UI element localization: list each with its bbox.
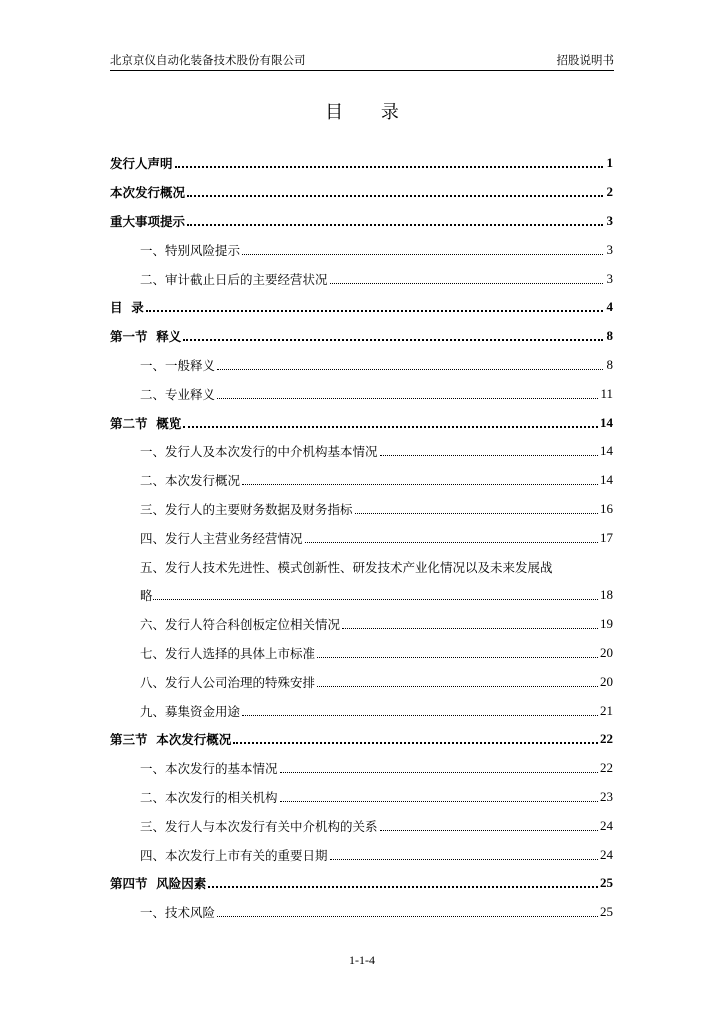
- toc-entry-label: 发行人声明: [110, 156, 173, 172]
- table-of-contents: [110, 149, 613, 927]
- toc-entry-page: 21: [600, 702, 613, 718]
- toc-dot-leader: [233, 731, 598, 747]
- toc-entry-label: 一、技术风险: [140, 905, 216, 921]
- toc-entry[interactable]: [110, 552, 613, 581]
- toc-entry-label: 二、审计截止日后的主要经营状况: [140, 271, 328, 287]
- toc-entry-page: 16: [600, 500, 613, 516]
- toc-dot-leader: [208, 875, 598, 891]
- toc-entry-label: 二、专业释义: [140, 386, 216, 402]
- toc-dot-leader: [187, 213, 603, 229]
- toc-entry-label: 第一节 释义: [110, 329, 182, 345]
- toc-entry-page: 20: [600, 673, 613, 689]
- toc-entry-page: 20: [600, 644, 613, 660]
- document-type: 招股说明书: [556, 53, 614, 67]
- toc-dot-leader: [146, 299, 603, 315]
- toc-dot-leader: [555, 559, 603, 575]
- page-title: 目 录: [325, 102, 415, 123]
- toc-entry-label: 一、发行人及本次发行的中介机构基本情况: [140, 444, 378, 460]
- toc-entry[interactable]: [110, 178, 613, 207]
- toc-entry[interactable]: [110, 754, 613, 783]
- toc-entry[interactable]: [110, 351, 613, 380]
- toc-dot-leader: [380, 818, 598, 834]
- toc-dot-leader: [153, 587, 598, 603]
- toc-entry[interactable]: [110, 639, 613, 668]
- toc-dot-leader: [187, 184, 603, 200]
- toc-entry[interactable]: [110, 408, 613, 437]
- toc-entry-label: 略: [140, 588, 153, 604]
- toc-entry[interactable]: [110, 696, 613, 725]
- toc-entry[interactable]: [110, 322, 613, 351]
- toc-dot-leader: [217, 357, 603, 373]
- toc-entry[interactable]: [110, 840, 613, 869]
- toc-entry-label: 第二节 概览: [110, 415, 182, 431]
- toc-entry[interactable]: [110, 898, 613, 927]
- toc-entry-label: 八、发行人公司治理的特殊安排: [140, 674, 316, 690]
- toc-entry-label: 第三节 本次发行概况: [110, 732, 232, 748]
- toc-entry-label: 三、发行人的主要财务数据及财务指标: [140, 501, 353, 517]
- toc-entry[interactable]: [110, 235, 613, 264]
- toc-entry-label: 五、发行人技术先进性、模式创新性、研发技术产业化情况以及未来发展战: [140, 559, 553, 575]
- toc-entry-page: 3: [606, 270, 613, 286]
- toc-entry-page: 14: [600, 472, 613, 488]
- toc-entry-page: 11: [600, 385, 613, 401]
- toc-dot-leader: [280, 760, 598, 776]
- toc-entry-label: 七、发行人选择的具体上市标准: [140, 645, 316, 661]
- toc-entry-label: 重大事项提示: [110, 213, 186, 229]
- toc-entry[interactable]: [110, 610, 613, 639]
- toc-entry-page: 22: [600, 760, 613, 776]
- toc-entry-label: 一、特别风险提示: [140, 242, 241, 258]
- toc-dot-leader: [183, 328, 603, 344]
- toc-dot-leader: [280, 789, 598, 805]
- toc-dot-leader: [217, 904, 598, 920]
- toc-entry-page: 8: [606, 328, 613, 344]
- page-header: [110, 52, 614, 71]
- toc-entry-label: 一、本次发行的基本情况: [140, 761, 278, 777]
- toc-entry-label: 二、本次发行概况: [140, 473, 241, 489]
- page-number: 1-1-4: [349, 953, 375, 967]
- toc-entry-page: 24: [600, 846, 613, 862]
- toc-entry-label: 四、本次发行上市有关的重要日期: [140, 847, 328, 863]
- toc-entry-page: 19: [600, 616, 613, 632]
- toc-entry[interactable]: [110, 523, 613, 552]
- toc-entry[interactable]: [110, 667, 613, 696]
- toc-dot-leader: [217, 386, 598, 402]
- toc-entry[interactable]: [110, 379, 613, 408]
- toc-entry-label: 二、本次发行的相关机构: [140, 789, 278, 805]
- toc-entry[interactable]: [110, 869, 613, 898]
- toc-entry-page: 14: [600, 443, 613, 459]
- toc-dot-leader: [330, 847, 598, 863]
- toc-entry-label: 一、一般释义: [140, 357, 216, 373]
- toc-entry-page: 4: [606, 299, 613, 315]
- toc-dot-leader: [355, 501, 598, 517]
- toc-dot-leader: [175, 155, 603, 171]
- company-name: 北京京仪自动化装备技术股份有限公司: [110, 53, 306, 67]
- toc-entry-label: 目 录: [110, 300, 144, 316]
- toc-entry-page: 25: [600, 875, 613, 891]
- toc-entry-label: 九、募集资金用途: [140, 703, 241, 719]
- toc-entry-label: 三、发行人与本次发行有关中介机构的关系: [140, 818, 378, 834]
- toc-entry-page: 14: [600, 414, 613, 430]
- toc-entry-page: 25: [600, 904, 613, 920]
- toc-dot-leader: [183, 415, 598, 431]
- toc-entry-label: 四、发行人主营业务经营情况: [140, 530, 303, 546]
- toc-entry[interactable]: [110, 293, 613, 322]
- toc-entry[interactable]: [110, 437, 613, 466]
- toc-dot-leader: [305, 530, 598, 546]
- toc-entry-page: 18: [600, 587, 613, 603]
- toc-dot-leader: [342, 616, 598, 632]
- toc-entry-page: 3: [606, 241, 613, 257]
- toc-entry-page: 24: [600, 817, 613, 833]
- toc-dot-leader: [317, 645, 598, 661]
- toc-entry-page: 23: [600, 788, 613, 804]
- toc-entry[interactable]: [110, 264, 613, 293]
- toc-entry-page: 3: [606, 212, 613, 228]
- toc-dot-leader: [330, 271, 603, 287]
- toc-entry-label: 第四节 风险因素: [110, 876, 207, 892]
- toc-entry[interactable]: [110, 581, 613, 610]
- toc-entry-label: 本次发行概况: [110, 185, 186, 201]
- toc-entry[interactable]: [110, 149, 613, 178]
- toc-entry[interactable]: [110, 725, 613, 754]
- toc-dot-leader: [242, 242, 603, 258]
- toc-entry[interactable]: [110, 783, 613, 812]
- toc-entry[interactable]: [110, 207, 613, 236]
- toc-dot-leader: [242, 472, 598, 488]
- toc-entry-page: 22: [600, 731, 613, 747]
- toc-dot-leader: [242, 703, 598, 719]
- toc-dot-leader: [380, 443, 598, 459]
- toc-entry-label: 六、发行人符合科创板定位相关情况: [140, 617, 341, 633]
- toc-entry[interactable]: [110, 495, 613, 524]
- toc-entry-page: 2: [606, 184, 613, 200]
- toc-dot-leader: [317, 674, 598, 690]
- toc-entry-page: 17: [600, 529, 613, 545]
- toc-entry[interactable]: [110, 811, 613, 840]
- toc-entry[interactable]: [110, 466, 613, 495]
- toc-entry-page: 8: [606, 356, 613, 372]
- toc-entry-page: 1: [606, 155, 613, 171]
